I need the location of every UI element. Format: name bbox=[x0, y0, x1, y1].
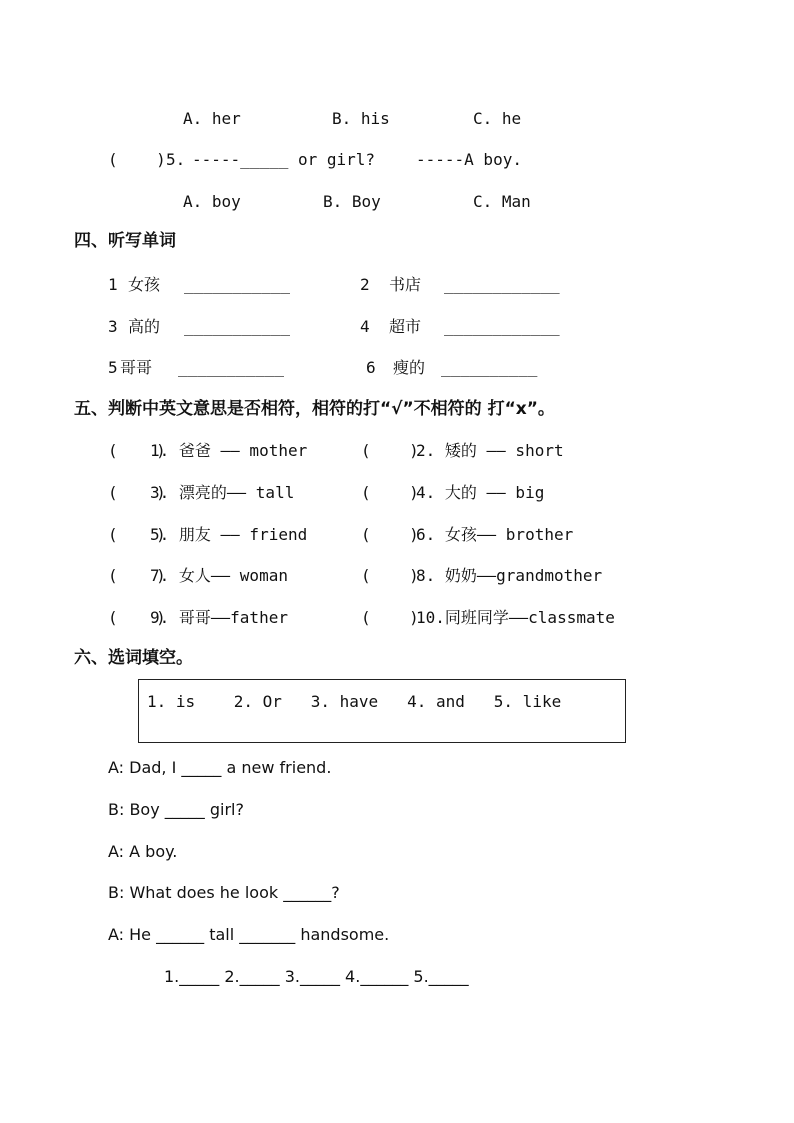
q5-answer-paren[interactable]: ( ) bbox=[108, 150, 166, 169]
dialogue-line-3: A: A boy. bbox=[108, 842, 178, 861]
s4-item-4-blank[interactable]: ____________ bbox=[444, 317, 560, 336]
dialogue-line-4: B: What does he look ______? bbox=[108, 883, 340, 902]
q4-option-c: C. he bbox=[473, 109, 522, 128]
dialogue-line-2: B: Boy _____ girl? bbox=[108, 800, 244, 819]
s5-item-9-text: 9. 哥哥——father bbox=[150, 608, 288, 627]
s4-item-6-word: 瘦的 bbox=[393, 358, 426, 377]
answer-blanks-line[interactable]: 1._____ 2._____ 3._____ 4.______ 5._____ bbox=[164, 967, 469, 986]
s5-item-10-paren[interactable]: ( ) bbox=[361, 608, 419, 627]
s4-item-3-no: 3 bbox=[108, 317, 118, 336]
dialogue-line-1: A: Dad, I _____ a new friend. bbox=[108, 758, 332, 777]
q5-number: 5. bbox=[166, 150, 186, 169]
s5-item-7-paren[interactable]: ( ) bbox=[108, 566, 166, 585]
s4-item-4-no: 4 bbox=[360, 317, 370, 336]
s5-item-10-text: 10.同班同学——classmate bbox=[416, 608, 615, 627]
s5-item-1-text: 1. 爸爸 —— mother bbox=[150, 441, 308, 460]
s5-item-3-text: 3. 漂亮的—— tall bbox=[150, 483, 295, 502]
s5-item-6-paren[interactable]: ( ) bbox=[361, 525, 419, 544]
q4-option-a: A. her bbox=[183, 109, 241, 128]
q5-option-a: A. boy bbox=[183, 192, 241, 211]
s4-item-6-blank[interactable]: __________ bbox=[441, 358, 538, 377]
s5-item-3-paren[interactable]: ( ) bbox=[108, 483, 166, 502]
s4-item-1-no: 1 bbox=[108, 275, 118, 294]
s4-item-1-blank[interactable]: ___________ bbox=[184, 275, 290, 294]
s4-item-6-no: 6 bbox=[366, 358, 376, 377]
s4-item-3-word: 高的 bbox=[128, 317, 161, 336]
word-bank-box bbox=[138, 679, 626, 743]
s5-item-5-text: 5. 朋友 —— friend bbox=[150, 525, 308, 544]
word-bank-text: 1. is 2. Or 3. have 4. and 5. like bbox=[147, 692, 562, 711]
section6-title: 六、选词填空。 bbox=[74, 648, 193, 668]
s4-item-2-blank[interactable]: ____________ bbox=[444, 275, 560, 294]
s5-item-4-text: 4. 大的 —— big bbox=[416, 483, 545, 502]
s5-item-4-paren[interactable]: ( ) bbox=[361, 483, 419, 502]
s5-item-6-text: 6. 女孩—— brother bbox=[416, 525, 574, 544]
s5-item-2-text: 2. 矮的 —— short bbox=[416, 441, 564, 460]
q4-option-b: B. his bbox=[332, 109, 390, 128]
q5-option-b: B. Boy bbox=[323, 192, 381, 211]
s4-item-2-word: 书店 bbox=[389, 275, 422, 294]
s4-item-5-word: 哥哥 bbox=[120, 358, 153, 377]
q5-stem: -----_____ or girl? bbox=[192, 150, 376, 169]
s5-item-7-text: 7. 女人—— woman bbox=[150, 566, 288, 585]
s4-item-5-no: 5 bbox=[108, 358, 118, 377]
dialogue-line-5: A: He ______ tall _______ handsome. bbox=[108, 925, 390, 944]
q5-option-c: C. Man bbox=[473, 192, 531, 211]
s5-item-5-paren[interactable]: ( ) bbox=[108, 525, 166, 544]
s4-item-4-word: 超市 bbox=[389, 317, 422, 336]
section5-title: 五、判断中英文意思是否相符，相符的打“√”不相符的 打“x”。 bbox=[74, 399, 555, 419]
s5-item-2-paren[interactable]: ( ) bbox=[361, 441, 419, 460]
s5-item-8-text: 8. 奶奶——grandmother bbox=[416, 566, 603, 585]
q5-response: -----A boy. bbox=[416, 150, 522, 169]
s4-item-2-no: 2 bbox=[360, 275, 370, 294]
s4-item-3-blank[interactable]: ___________ bbox=[184, 317, 290, 336]
section4-title: 四、听写单词 bbox=[74, 231, 176, 251]
s4-item-1-word: 女孩 bbox=[128, 275, 161, 294]
s5-item-9-paren[interactable]: ( ) bbox=[108, 608, 166, 627]
s5-item-8-paren[interactable]: ( ) bbox=[361, 566, 419, 585]
s5-item-1-paren[interactable]: ( ) bbox=[108, 441, 166, 460]
s4-item-5-blank[interactable]: ___________ bbox=[178, 358, 284, 377]
